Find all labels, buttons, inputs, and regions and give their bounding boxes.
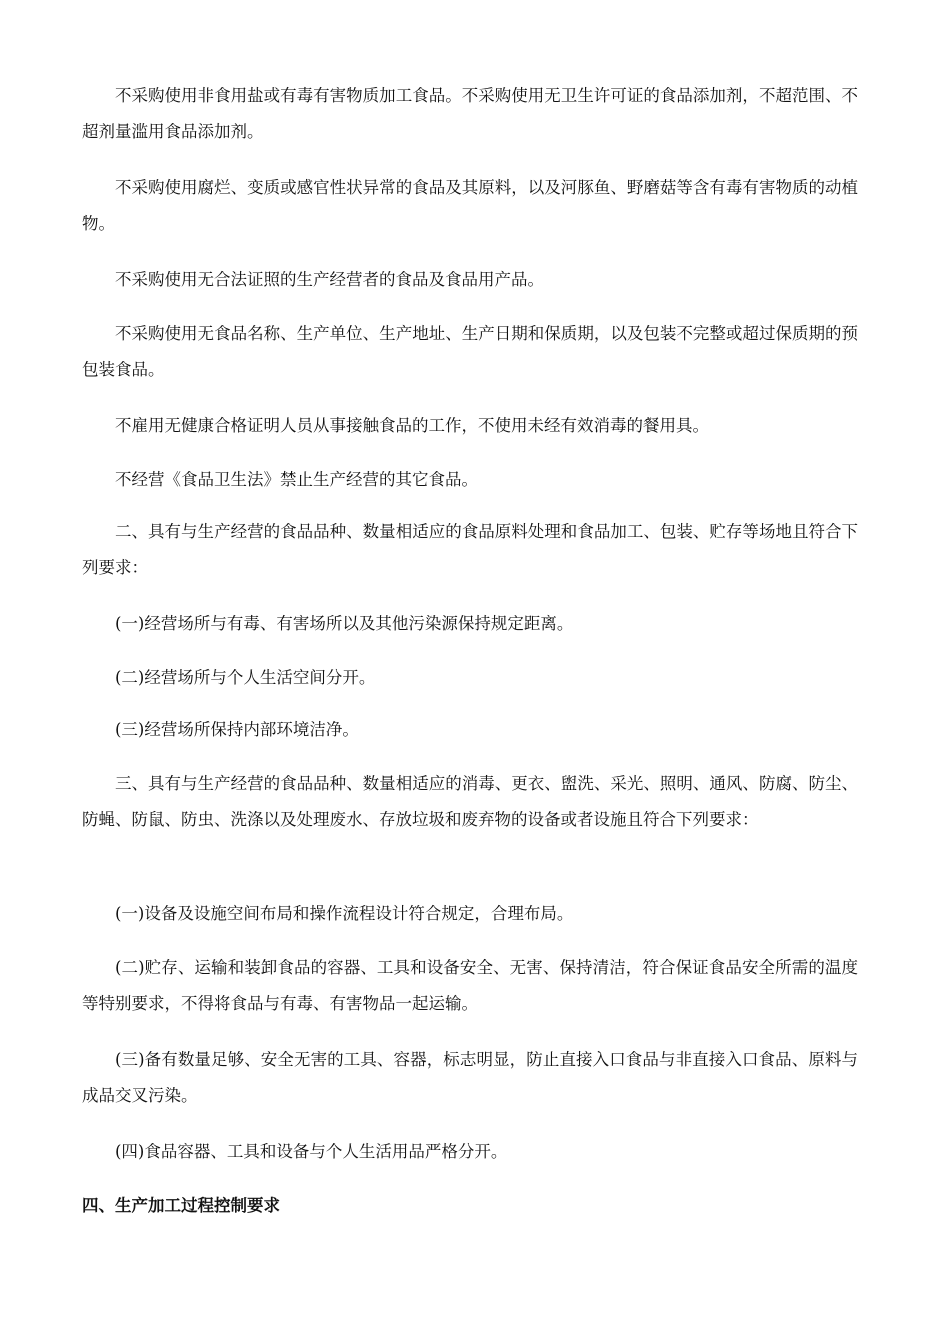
section-two-item-1: (一)经营场所与有毒、有害场所以及其他污染源保持规定距离。: [115, 614, 574, 633]
paragraph-2: 不采购使用腐烂、变质或感官性状异常的食品及其原料，以及河豚鱼、野磨菇等含有毒有害物质的动植物。: [82, 178, 858, 233]
section-three-item-2: (二)贮存、运输和装卸食品的容器、工具和设备安全、无害、保持清洁，符合保证食品安全所需的温度等特别要求，不得将食品与有毒、有害物品一起运输。: [82, 958, 858, 1013]
section-three-intro: 三、具有与生产经营的食品品种、数量相适应的消毒、更衣、盥洗、采光、照明、通风、防腐、防尘、防蝇、防鼠、防虫、洗涤以及处理废水、存放垃圾和废弃物的设备或者设施且符合下列要求：: [82, 774, 858, 829]
section-three-item-1: (一)设备及设施空间布局和操作流程设计符合规定，合理布局。: [115, 904, 574, 923]
section-three-item-4: (四)食品容器、工具和设备与个人生活用品严格分开。: [115, 1142, 508, 1161]
paragraph-4: 不采购使用无食品名称、生产单位、生产地址、生产日期和保质期，以及包装不完整或超过保质期的预包装食品。: [82, 324, 858, 379]
paragraph-5: 不雇用无健康合格证明人员从事接触食品的工作，不使用未经有效消毒的餐用具。: [115, 416, 709, 435]
section-two-item-2: (二)经营场所与个人生活空间分开。: [115, 668, 376, 687]
section-two-item-3: (三)经营场所保持内部环境洁净。: [115, 720, 359, 739]
paragraph-3: 不采购使用无合法证照的生产经营者的食品及食品用产品。: [115, 270, 544, 289]
section-two-intro: 二、具有与生产经营的食品品种、数量相适应的食品原料处理和食品加工、包装、贮存等场地且符合下列要求：: [82, 522, 858, 577]
section-three-item-3: (三)备有数量足够、安全无害的工具、容器，标志明显，防止直接入口食品与非直接入口食品、原料与成品交叉污染。: [82, 1050, 858, 1105]
section-four-heading: 四、生产加工过程控制要求: [82, 1196, 280, 1215]
paragraph-6: 不经营《食品卫生法》禁止生产经营的其它食品。: [115, 470, 478, 489]
paragraph-1: 不采购使用非食用盐或有毒有害物质加工食品。不采购使用无卫生许可证的食品添加剂，不超范围、不超剂量滥用食品添加剂。: [82, 86, 858, 141]
